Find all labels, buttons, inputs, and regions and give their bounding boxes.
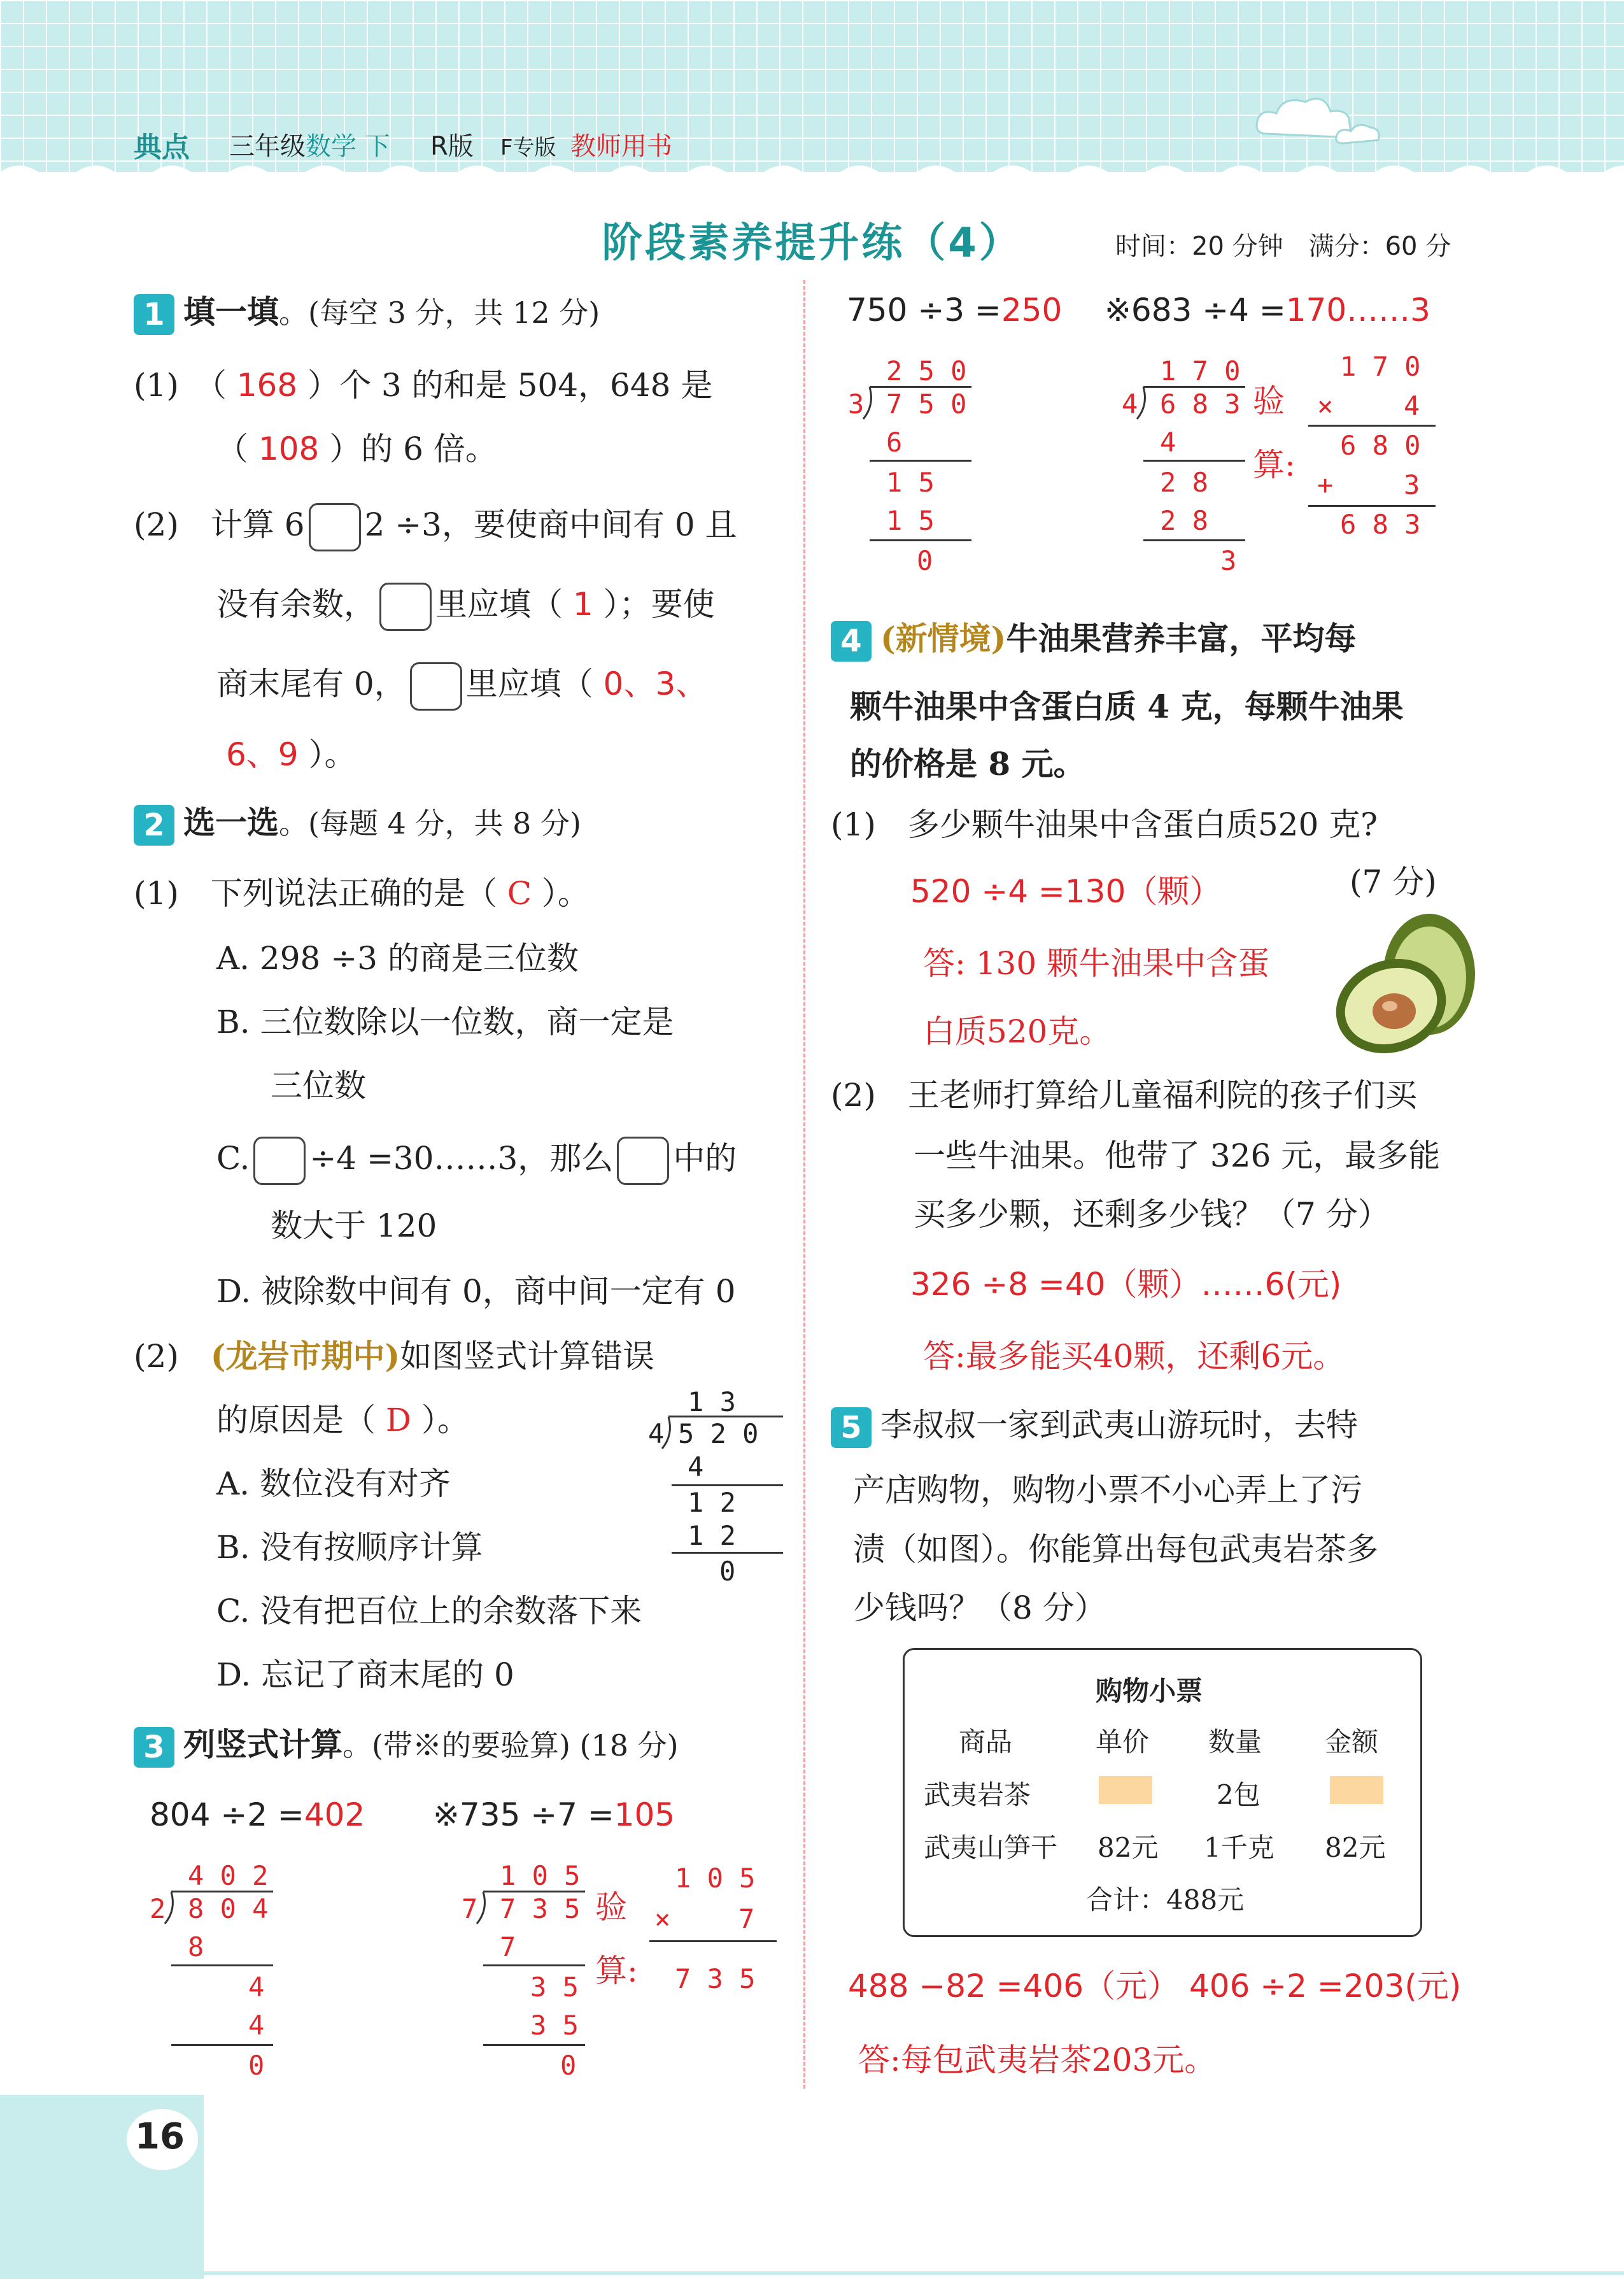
- ld-step2: 4: [248, 1971, 265, 2003]
- q3-e2-check-multiplication: [643, 1863, 783, 1994]
- q2-p2-stem-text: 如图竖式计算错误: [400, 1338, 655, 1375]
- q3-e2-answer: 105: [614, 1796, 675, 1833]
- q2-p1-end: ）。: [541, 875, 590, 912]
- receipt-header-item: 商品: [959, 1726, 1013, 1757]
- q2-p2-option-d: D. 忘记了商末尾的 0: [216, 1656, 514, 1693]
- q1-p1-label: (1): [134, 367, 179, 404]
- q1-p2-text3: 没有余数，: [216, 586, 376, 623]
- q1-title: 填一填: [183, 294, 279, 330]
- time-info: 时间：20 分钟 满分：60 分: [1115, 232, 1451, 261]
- mul-bottom: 4: [1404, 390, 1420, 422]
- q4-p2-line3: 买多少颗，还剩多少钱？（7 分）: [914, 1196, 1390, 1233]
- q1-p2-label: (2): [134, 506, 179, 543]
- q2-p1-option-c: [216, 1137, 737, 1185]
- mul-top: 1 0 5: [675, 1863, 756, 1894]
- ld-step3: 3 5: [530, 2010, 579, 2041]
- q2-title: 选一选: [183, 804, 279, 841]
- receipt-stain: [1330, 1776, 1383, 1804]
- q3-e4-check-label: 验: [1253, 383, 1285, 420]
- q3-e2-expr: ※735 ÷7 =: [433, 1796, 614, 1833]
- q2-p1-c-text: ÷4 =30……3，那么: [309, 1140, 614, 1177]
- q4-number: 4: [831, 621, 872, 662]
- q4-p1-q-text: 多少颗牛油果中含蛋白质520 克?: [907, 806, 1378, 843]
- ld-step3: 4: [248, 2010, 265, 2041]
- q4-line3: 的价格是 8 元。: [850, 745, 1085, 783]
- q3-e1-long-division: [150, 1860, 277, 2092]
- q1-p2-text4: 里应填（: [435, 586, 563, 623]
- q1-p2-answer2: 0、3、: [603, 665, 708, 702]
- ld-divisor: 7: [462, 1893, 478, 1924]
- q5-number: 5: [831, 1407, 872, 1448]
- page-title: 阶段素养提升练（4）: [602, 220, 1022, 267]
- q1-p2-text7: 里应填（: [465, 665, 593, 702]
- ld-step2: 1 2: [688, 1487, 736, 1518]
- q2-p1-label: (1): [134, 875, 179, 912]
- ld-divisor: 2: [150, 1893, 166, 1924]
- avocado-icon: [1334, 911, 1477, 1057]
- header-wave-edge: [0, 159, 1624, 197]
- q1-p2-answer3: 6、9: [226, 736, 299, 773]
- q4-text1: 牛油果营养丰富，平均每: [1006, 620, 1357, 657]
- q3-e4-long-division: [1122, 355, 1249, 581]
- q3-e3-long-division: [848, 355, 975, 581]
- q2-number: 2: [134, 805, 174, 846]
- receipt-row2-price: 82元: [1098, 1832, 1159, 1863]
- receipt-header-amount: 金额: [1325, 1726, 1379, 1757]
- header-special: F专版: [500, 135, 556, 160]
- ld-step4: 0: [719, 1556, 736, 1587]
- q4-p1-calc: 520 ÷4 =130（颗）: [910, 873, 1222, 910]
- q2-p1-stem-text: 下列说法正确的是（: [210, 875, 497, 912]
- ld-dividend: 5 2 0: [678, 1418, 759, 1449]
- ld-quotient: 1 3: [688, 1386, 736, 1417]
- ld-step4: 0: [917, 545, 933, 576]
- q1-p1-line1: (1) （ 168 ）个 3 的和是 504，648 是: [134, 367, 713, 404]
- receipt-row1-item: 武夷岩茶: [924, 1779, 1031, 1810]
- q1-p2-line4: [226, 736, 357, 773]
- q3-heading: [134, 1727, 679, 1768]
- brand-logo: 典点: [134, 131, 190, 164]
- q3-e2-check-label: 验: [595, 1889, 627, 1926]
- q2-p2-source: (龙岩市期中): [210, 1337, 400, 1375]
- q2-p2-label: (2): [134, 1338, 179, 1375]
- q1-p2-text1: 计算 6: [210, 506, 305, 543]
- ld-step1: 4: [688, 1451, 704, 1482]
- ld-dividend: 6 8 3: [1160, 388, 1241, 420]
- q3-e4-answer: 170……3: [1285, 292, 1430, 329]
- header-grade: 三年级: [229, 132, 306, 161]
- q2-p1-option-a: A. 298 ÷3 的商是三位数: [216, 940, 579, 977]
- blank-box: [410, 662, 462, 711]
- q2-p2-end: ）。: [421, 1402, 469, 1438]
- q2-p1-option-d: D. 被除数中间有 0，商中间一定有 0: [216, 1273, 736, 1310]
- cloud-icon: [1248, 83, 1388, 153]
- q4-p2-line1: [831, 1077, 1417, 1114]
- page-number: 16: [135, 2116, 185, 2157]
- add-result: 6 8 3: [1340, 509, 1421, 540]
- ld-dividend: 8 0 4: [188, 1893, 269, 1924]
- q1-p2-answer1: 1: [572, 586, 593, 623]
- receipt-total: 合计：488元: [1086, 1884, 1245, 1915]
- q5-calc: 488 −82 =406（元） 406 ÷2 =203(元): [848, 1968, 1462, 2005]
- receipt-row1-qty: 2包: [1217, 1779, 1260, 1810]
- ld-step1: 8: [188, 1931, 204, 1963]
- q1-p2-text8: ）。: [308, 736, 357, 773]
- blank-box: [253, 1137, 306, 1185]
- q3-e2-expression: [433, 1796, 675, 1833]
- mul-times: ×: [654, 1903, 671, 1935]
- mul-partial: 6 8 0: [1340, 430, 1421, 461]
- q4-p1-answer2: 白质520克。: [923, 1013, 1112, 1050]
- q5-line3: 渍（如图）。你能算出每包武夷岩茶多: [853, 1531, 1378, 1568]
- ld-step4: 3: [1220, 545, 1237, 576]
- receipt-title: 购物小票: [1096, 1675, 1203, 1707]
- ld-dividend: 7 5 0: [886, 388, 967, 420]
- ld-step3: 2 8: [1160, 505, 1208, 536]
- mul-top: 1 7 0: [1340, 351, 1421, 382]
- ld-divisor: 4: [648, 1418, 665, 1449]
- q2-p2-stem2: [216, 1404, 469, 1436]
- q2-p1-option-c-cont: 数大于 120: [271, 1207, 437, 1244]
- q1-p2-line3: [216, 662, 707, 711]
- ld-step3: 1 5: [886, 505, 935, 536]
- ld-step1: 6: [886, 427, 903, 458]
- q4-p2-line2: 一些牛油果。他带了 326 元，最多能: [914, 1137, 1441, 1174]
- receipt-row2-qty: 1千克: [1204, 1832, 1274, 1863]
- q2-p2-option-b: B. 没有按顺序计算: [216, 1529, 483, 1566]
- q1-p1-text2: 的 6 倍。: [361, 430, 497, 467]
- q5-line2: 产店购物，购物小票不小心弄上了污: [853, 1472, 1362, 1509]
- q4-p1-answer1: 答: 130 颗牛油果中含蛋: [923, 945, 1270, 982]
- mul-result: 7 3 5: [675, 1963, 756, 1994]
- q4-p2-answer: 答:最多能买40颗，还剩6元。: [923, 1338, 1345, 1375]
- ld-step4: 0: [248, 2050, 265, 2081]
- q2-p1-answer: C: [507, 875, 532, 912]
- q4-p2-calc: 326 ÷8 =40（颗）……6(元): [910, 1266, 1342, 1303]
- q2-p1-c-label: C.: [216, 1140, 250, 1177]
- ld-bracket: [476, 1891, 491, 1925]
- q2-p2-option-c: C. 没有把百位上的余数落下来: [216, 1593, 642, 1629]
- q1-p1-text1: 个 3 的和是 504，648 是: [339, 367, 713, 404]
- q3-e1-expr: 804 ÷2 =: [150, 1796, 304, 1833]
- q5-line4: 少钱吗？（8 分）: [853, 1589, 1106, 1626]
- blank-box: [309, 503, 361, 551]
- ld-bracket: [862, 386, 877, 420]
- q4-line1: [831, 621, 1356, 662]
- q3-e3-expression: [847, 292, 1063, 329]
- blank-box: [379, 583, 432, 631]
- q1-p2-text5: ）；要使: [603, 586, 715, 623]
- q2-p2-stem2-text: 的原因是（: [216, 1402, 376, 1438]
- q3-e4-check-multiplication: [1302, 353, 1442, 544]
- q2-p2-stem: [134, 1337, 655, 1375]
- q3-note: 。(带※的要验算) (18 分): [342, 1728, 679, 1763]
- q3-e2-check-label2: 算:: [595, 1952, 638, 1989]
- mul-bottom: 7: [738, 1903, 755, 1935]
- q1-p1-answer2: 108: [258, 430, 320, 467]
- ld-step4: 0: [560, 2050, 577, 2081]
- ld-bracket: [164, 1891, 179, 1925]
- q1-p2-line2: [216, 583, 715, 631]
- ld-step1: 7: [500, 1931, 516, 1963]
- receipt-header-qty: 数量: [1208, 1726, 1262, 1757]
- q1-note: 。(每空 3 分，共 12 分): [279, 295, 600, 330]
- q2-p1-c-text2: 中的: [673, 1140, 737, 1177]
- ld-step2: 2 8: [1160, 467, 1208, 498]
- q5-text1: 李叔叔一家到武夷山游玩时，去特: [880, 1407, 1358, 1444]
- q2-p1-stem: [134, 875, 590, 912]
- q3-e2-long-division: [462, 1860, 589, 2092]
- q3-e1-expression: [150, 1796, 365, 1833]
- ld-divisor: 3: [848, 388, 865, 420]
- receipt-stain: [1099, 1776, 1152, 1804]
- ld-bracket: [1136, 386, 1151, 420]
- add-plus: +: [1317, 469, 1334, 501]
- ld-step3: 1 2: [688, 1520, 736, 1551]
- q4-p2-label: (2): [831, 1077, 876, 1114]
- ld-bracket: [661, 1416, 676, 1450]
- q2-heading: [134, 805, 581, 846]
- q1-p2-line1: [134, 503, 737, 551]
- q4-line2: 颗牛油果中含蛋白质 4 克，每颗牛油果: [850, 688, 1404, 725]
- q4-p1-score: (7 分): [1350, 863, 1437, 900]
- q5-answer: 答:每包武夷岩茶203元。: [858, 2041, 1217, 2078]
- ld-step2: 3 5: [530, 1971, 579, 2003]
- header-edition: R版: [430, 132, 474, 161]
- ld-step2: 1 5: [886, 467, 935, 498]
- q4-p2-q1: 王老师打算给儿童福利院的孩子们买: [907, 1077, 1417, 1114]
- q1-p1-line2: （ 108 ）的 6 倍。: [216, 430, 497, 467]
- q1-p2-text2: 2 ÷3，要使商中间有 0 且: [364, 506, 737, 543]
- q3-e4-check-label2: 算:: [1253, 446, 1296, 483]
- q2-p2-option-a: A. 数位没有对齐: [216, 1465, 451, 1502]
- shopping-receipt: [903, 1648, 1422, 1937]
- ld-quotient: 4 0 2: [188, 1860, 269, 1891]
- q3-title: 列竖式计算: [183, 1726, 342, 1763]
- blank-box: [617, 1137, 669, 1185]
- q4-p1-label: (1): [831, 806, 876, 843]
- receipt-row2-amount: 82元: [1325, 1832, 1386, 1863]
- q2-note: 。(每题 4 分，共 8 分): [279, 806, 581, 841]
- q1-number: 1: [134, 294, 174, 335]
- q2-p1-option-b-cont: 三位数: [271, 1067, 366, 1104]
- q3-e3-answer: 250: [1001, 292, 1063, 329]
- q4-p1-question: [831, 806, 1378, 843]
- q3-e4-expr: ※683 ÷4 =: [1105, 292, 1286, 329]
- column-divider: [803, 280, 805, 2089]
- q4-tag: (新情境): [880, 620, 1006, 657]
- add-bottom: 3: [1404, 469, 1420, 501]
- q2-p1-option-b: B. 三位数除以一位数，商一定是: [216, 1004, 674, 1040]
- q3-e3-expr: 750 ÷3 =: [847, 292, 1001, 329]
- q3-number: 3: [134, 1727, 174, 1768]
- q2-p2-answer: D: [385, 1402, 411, 1438]
- q3-e1-answer: 402: [304, 1796, 365, 1833]
- q3-e4-expression: [1105, 292, 1430, 329]
- footer-band: [0, 2082, 1624, 2279]
- header-subject: 数学 下: [306, 132, 390, 161]
- q2-long-division: [643, 1385, 783, 1587]
- receipt-row2-item: 武夷山笋干: [924, 1832, 1058, 1863]
- q5-line1: [831, 1407, 1358, 1448]
- receipt-header-price: 单价: [1096, 1726, 1150, 1757]
- ld-quotient: 1 7 0: [1160, 355, 1241, 387]
- ld-dividend: 7 3 5: [500, 1893, 581, 1924]
- header-book: 教师用书: [570, 132, 672, 161]
- ld-quotient: 1 0 5: [500, 1860, 581, 1891]
- ld-step1: 4: [1160, 427, 1176, 458]
- ld-divisor: 4: [1122, 388, 1138, 420]
- ld-quotient: 2 5 0: [886, 355, 967, 387]
- mul-times: ×: [1317, 390, 1334, 422]
- q1-p2-text6: 商末尾有 0，: [216, 665, 406, 702]
- q1-heading: [134, 294, 600, 335]
- q1-p1-answer1: 168: [236, 367, 298, 404]
